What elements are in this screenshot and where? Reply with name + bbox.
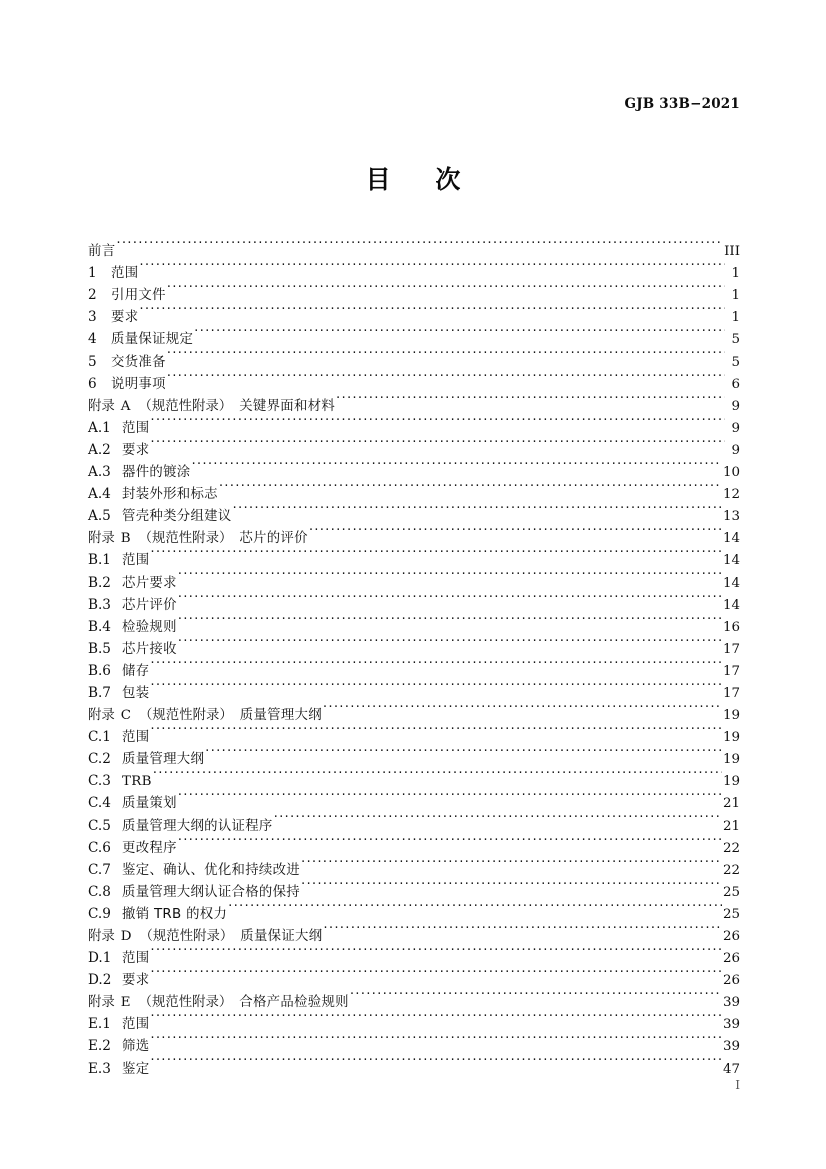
toc-entry-label: 质量保证大纲: [240, 929, 323, 944]
toc-dot-leader: [153, 763, 722, 785]
toc-entry-label: TRB: [122, 774, 152, 790]
toc-dot-leader: [139, 255, 725, 277]
toc-entry[interactable]: [88, 587, 740, 613]
toc-dot-leader: [150, 542, 722, 564]
toc-entry-number: E.2: [88, 1038, 111, 1055]
toc-entry-page-number: 19: [722, 752, 740, 768]
toc-dot-leader: [139, 299, 725, 321]
toc-entry[interactable]: [88, 233, 740, 260]
toc-entry-number: A.3: [88, 464, 111, 481]
toc-dot-leader: [219, 476, 722, 498]
toc-entry[interactable]: [88, 785, 740, 812]
toc-entry-number: C.6: [88, 839, 111, 856]
toc-entry-label: 范围: [122, 553, 150, 569]
toc-entry-label: 芯片要求: [122, 575, 177, 591]
toc-entry-number: D.2: [88, 972, 112, 989]
toc-entry-label: 包装: [122, 685, 150, 701]
toc-entry-page-number: 17: [722, 685, 740, 701]
toc-entry-page-number: 19: [722, 708, 740, 724]
toc-entry-label: 更改程序: [122, 840, 177, 856]
toc-entry-label: 鉴定: [122, 1061, 150, 1077]
toc-entry[interactable]: [88, 1050, 740, 1077]
toc-annex-kind: （规范性附录）: [138, 398, 233, 414]
toc-entry-label: 检验规则: [122, 619, 177, 635]
toc-entry-page-number: 26: [722, 929, 740, 944]
toc-dot-leader: [150, 1006, 722, 1028]
toc-dot-leader: [309, 520, 722, 542]
toc-dot-leader: [167, 366, 725, 388]
toc-entry[interactable]: [88, 277, 740, 304]
toc-dot-leader: [301, 874, 722, 896]
toc-entry[interactable]: [88, 299, 740, 326]
toc-annex-letter: C: [120, 708, 132, 724]
toc-annex-word: 附录: [88, 708, 115, 724]
toc-entry-number: E.1: [88, 1016, 111, 1033]
toc-annex-word: 附录: [88, 398, 115, 414]
toc-entry-label: 芯片评价: [122, 597, 177, 613]
toc-entry-label: 质量管理大纲: [122, 752, 205, 768]
toc-dot-leader: [323, 697, 722, 719]
toc-entry-page-number: 47: [722, 1061, 740, 1077]
toc-entry[interactable]: [88, 675, 740, 701]
toc-entry-page-number: 5: [731, 354, 740, 370]
toc-entry[interactable]: [88, 940, 740, 967]
toc-dot-leader: [167, 277, 725, 299]
toc-entry-page-number: 22: [722, 840, 740, 856]
toc-dot-leader: [150, 962, 722, 984]
toc-annex-word: 附录: [88, 531, 115, 547]
toc-entry-page-number: 21: [722, 818, 740, 834]
toc-entry-number: C.7: [88, 861, 111, 878]
toc-entry-page-number: 16: [722, 619, 740, 635]
toc-entry-page-number: 19: [722, 774, 740, 790]
toc-entry[interactable]: [88, 432, 740, 458]
toc-entry-number: 2: [88, 287, 97, 304]
toc-entry-page-number: 39: [722, 1039, 740, 1055]
toc-dot-leader: [233, 498, 722, 520]
toc-entry-label: 要求: [122, 442, 150, 458]
toc-dot-leader: [150, 1028, 722, 1050]
toc-entry-page-number: 9: [731, 442, 740, 458]
toc-entry[interactable]: [88, 343, 740, 370]
toc-entry[interactable]: [88, 609, 740, 635]
toc-entry-label: 前言: [88, 244, 116, 260]
toc-entry-page-number: 1: [731, 288, 740, 304]
toc-entry-number: B.5: [88, 640, 111, 657]
toc-annex-kind: （规范性附录）: [139, 708, 233, 724]
toc-entry-label: 芯片的评价: [239, 531, 308, 547]
toc-dot-leader: [178, 830, 722, 852]
toc-entry-number: 1: [88, 265, 97, 282]
toc-dot-leader: [178, 631, 722, 653]
toc-dot-leader: [274, 807, 722, 829]
toc-entry-page-number: 14: [722, 531, 740, 547]
toc-entry-label: 范围: [122, 1017, 150, 1033]
toc-entry-page-number: 25: [722, 906, 740, 922]
toc-dot-leader: [150, 410, 725, 432]
toc-entry-label: 质量策划: [122, 796, 177, 812]
toc-entry-page-number: 9: [731, 420, 740, 436]
toc-entry-label: 撤销 TRB 的权力: [122, 906, 228, 922]
toc-dot-leader: [150, 675, 722, 697]
toc-dot-leader: [301, 852, 722, 874]
toc-entry-number: C.2: [88, 751, 111, 768]
toc-entry-page-number: 1: [731, 310, 740, 326]
toc-annex-word: 附录: [88, 929, 115, 944]
toc-annex-letter: E: [120, 995, 131, 1011]
toc-dot-leader: [150, 940, 722, 962]
toc-dot-leader: [336, 388, 725, 410]
toc-entry-page-number: 9: [731, 398, 740, 414]
toc-entry-number: B.1: [88, 552, 111, 569]
toc-entry-number: C.8: [88, 883, 111, 900]
toc-dot-leader: [350, 984, 722, 1006]
toc-entry-number: B.4: [88, 618, 111, 635]
toc-entry-label: 筛选: [122, 1039, 150, 1055]
toc-annex-letter: A: [120, 398, 131, 414]
toc-dot-leader: [150, 653, 722, 675]
toc-entry-page-number: 14: [722, 575, 740, 591]
toc-entry[interactable]: [88, 454, 740, 481]
toc-dot-leader: [116, 233, 723, 255]
toc-entry-number: A.2: [88, 441, 111, 458]
toc-entry-label: 范围: [122, 951, 150, 967]
toc-annex-kind: （规范性附录）: [138, 995, 233, 1011]
toc-entry-number: E.3: [88, 1060, 111, 1077]
toc-entry-label: 范围: [111, 266, 139, 282]
toc-entry-page-number: 14: [722, 553, 740, 569]
toc-entry-page-number: 19: [722, 730, 740, 746]
toc-entry[interactable]: [88, 719, 740, 746]
toc-entry[interactable]: [88, 388, 740, 414]
toc-dot-leader: [178, 587, 722, 609]
toc-entry-label: 交货准备: [111, 354, 166, 370]
toc-dot-leader: [191, 454, 722, 476]
toc-entry-label: 器件的镀涂: [122, 465, 191, 481]
toc-entry-label: 质量管理大纲认证合格的保持: [122, 884, 300, 900]
toc-entry-label: 鉴定、确认、优化和持续改进: [122, 862, 300, 878]
toc-dot-leader: [178, 609, 722, 631]
toc-entry-number: A.1: [88, 419, 111, 436]
toc-entry-page-number: 22: [722, 862, 740, 878]
toc-entry-label: 范围: [122, 730, 150, 746]
toc-entry-label: 范围: [122, 420, 150, 436]
toc-entry[interactable]: [88, 321, 740, 348]
toc-annex-kind: （规范性附录）: [138, 531, 233, 547]
toc-entry-number: C.4: [88, 795, 111, 812]
toc-entry[interactable]: [88, 255, 740, 282]
toc-entry-number: 3: [88, 309, 97, 326]
toc-entry[interactable]: [88, 852, 740, 878]
toc-entry[interactable]: [88, 564, 740, 591]
toc-dot-leader: [167, 343, 725, 365]
toc-entry-number: 6: [88, 375, 97, 392]
toc-entry[interactable]: [88, 830, 740, 856]
toc-entry-page-number: 13: [722, 509, 740, 525]
toc-dot-leader: [205, 741, 722, 763]
toc-entry-number: B.3: [88, 596, 111, 613]
toc-entry-label: 要求: [111, 310, 139, 326]
toc-entry[interactable]: [88, 1006, 740, 1033]
toc-entry-page-number: 14: [722, 597, 740, 613]
toc-annex-letter: D: [120, 929, 132, 944]
toc-entry-label: 质量管理大纲的认证程序: [122, 818, 273, 834]
toc-entry-page-number: 5: [731, 332, 740, 348]
toc-entry-number: B.7: [88, 684, 111, 701]
toc-entry-page-number: 39: [722, 995, 740, 1011]
toc-entry-label: 封装外形和标志: [122, 487, 218, 503]
toc-dot-leader: [194, 321, 725, 343]
toc-entry-label: 说明事项: [111, 376, 166, 392]
footer-page-number: I: [735, 1078, 740, 1092]
toc-entry-label: 引用文件: [111, 288, 166, 304]
toc-dot-leader: [150, 719, 722, 741]
toc-entry-number: C.5: [88, 817, 111, 834]
toc-entry-page-number: 6: [731, 376, 740, 392]
toc-entry-number: C.1: [88, 729, 111, 746]
toc-entry-page-number: 39: [722, 1017, 740, 1033]
toc-dot-leader: [178, 564, 722, 586]
toc-entry-page-number: III: [724, 244, 740, 260]
toc-entry-label: 要求: [122, 973, 150, 989]
toc-dot-leader: [150, 1050, 722, 1072]
toc-entry-number: B.2: [88, 574, 111, 591]
toc-entry-page-number: 17: [722, 663, 740, 679]
toc-dot-leader: [178, 785, 722, 807]
toc-dot-leader: [150, 432, 725, 454]
toc-annex-letter: B: [120, 531, 131, 547]
toc-entry-page-number: 25: [722, 884, 740, 900]
toc-entry-label: 合格产品检验规则: [239, 995, 349, 1011]
toc-entry-label: 管壳种类分组建议: [122, 509, 232, 525]
toc-entry-page-number: 26: [722, 973, 740, 989]
toc-annex-kind: （规范性附录）: [139, 929, 234, 944]
toc-entry[interactable]: [88, 631, 740, 657]
toc-entry-label: 质量管理大纲: [239, 708, 322, 724]
toc-entry-page-number: 21: [722, 796, 740, 812]
page-title: 目 次: [365, 165, 479, 194]
toc-entry-number: C.9: [88, 905, 111, 922]
toc-entry-label: 关键界面和材料: [239, 398, 336, 414]
toc-entry[interactable]: [88, 697, 740, 724]
toc-entry-number: D.1: [88, 950, 112, 967]
toc-entry-number: B.6: [88, 662, 111, 679]
toc-entry[interactable]: [88, 653, 740, 679]
toc-entry-number: C.3: [88, 773, 111, 790]
toc-entry-label: 芯片接收: [122, 641, 177, 657]
toc-entry-number: 5: [88, 353, 97, 370]
toc-entry[interactable]: [88, 741, 740, 768]
toc-entry[interactable]: [88, 366, 740, 392]
toc-entry[interactable]: [88, 962, 740, 989]
table-of-contents: [88, 233, 740, 1077]
toc-entry[interactable]: [88, 763, 740, 790]
toc-entry[interactable]: [88, 807, 740, 834]
toc-entry-label: 质量保证规定: [111, 332, 194, 348]
toc-entry-number: A.5: [88, 508, 111, 525]
toc-annex-word: 附录: [88, 995, 115, 1011]
toc-dot-leader: [323, 918, 722, 940]
toc-entry[interactable]: [88, 1028, 740, 1055]
toc-entry-number: 4: [88, 331, 97, 348]
toc-entry-page-number: 1: [731, 266, 740, 282]
toc-entry-page-number: 26: [722, 951, 740, 967]
toc-entry-page-number: 12: [722, 487, 740, 503]
toc-dot-leader: [228, 896, 722, 918]
toc-entry[interactable]: [88, 410, 740, 436]
toc-entry[interactable]: [88, 984, 740, 1011]
toc-entry-label: 储存: [122, 663, 150, 679]
toc-entry-page-number: 17: [722, 641, 740, 657]
toc-entry-number: A.4: [88, 486, 111, 503]
running-header-standard-code: GJB 33B−2021: [624, 96, 740, 112]
toc-entry-page-number: 10: [722, 465, 740, 481]
toc-entry[interactable]: [88, 542, 740, 569]
